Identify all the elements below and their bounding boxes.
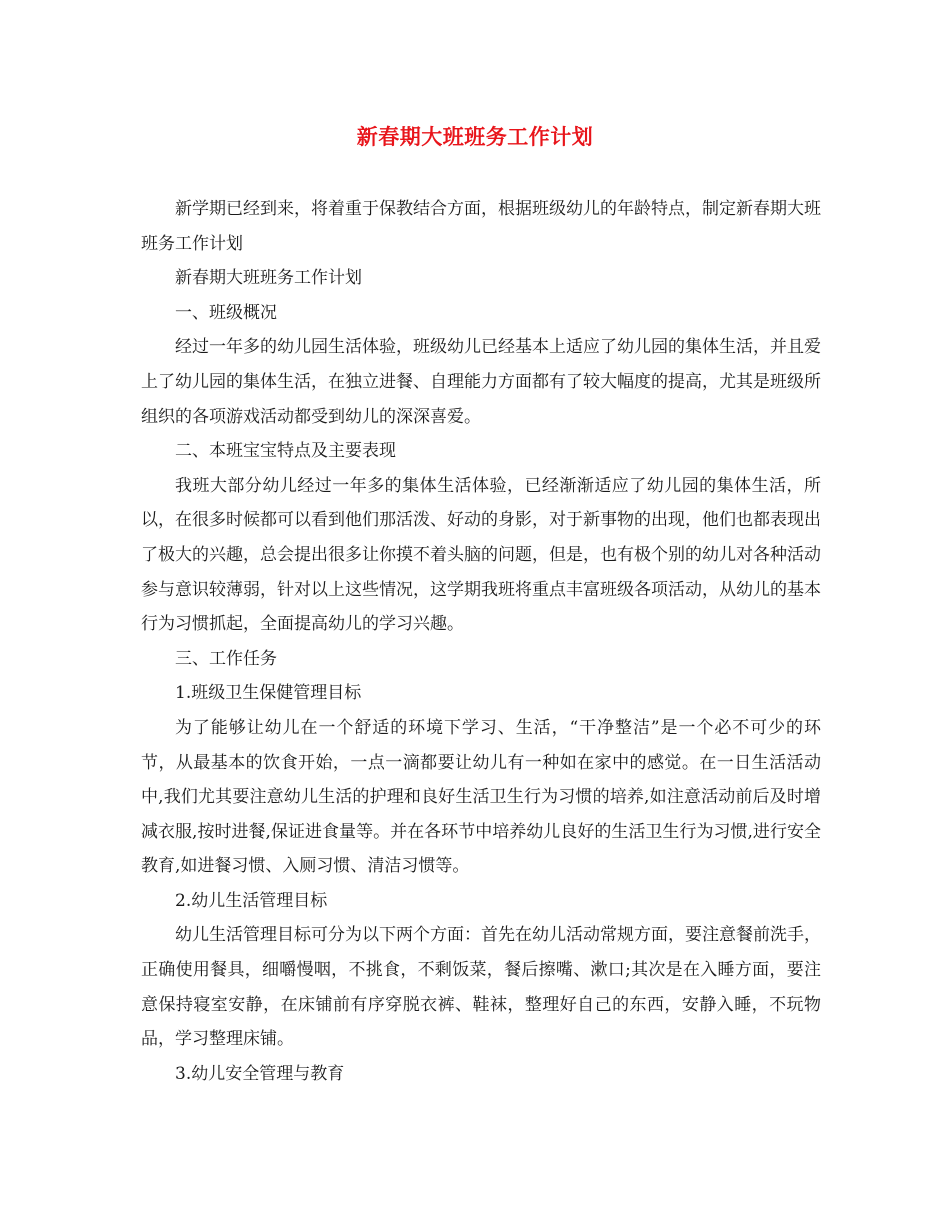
heading-class-overview: 一、班级概况 [175,302,277,323]
heading-class-features: 二、本班宝宝特点及主要表现 [175,441,396,462]
heading-health-goals: 1.班级卫生保健管理目标 [175,683,362,704]
paragraph-class-features: 我班大部分幼儿经过一年多的集体生活体验，已经渐渐适应了幼儿园的集体生活，所以，在很多时候都可以看到他们那活泼、好动的身影，对于新事物的出现，他们也都表现出了极大的兴趣，总会提出很多让你摸不着头脑的问题，但是，也有极个别的幼儿对各种活动参与意识较薄弱，针对以上这些情况，这学期我班将重点丰富班级各项活动，从幼儿的基本行为习惯抓起，全面提高幼儿的学习兴趣。 [141,475,821,635]
paragraph-life-goals: 幼儿生活管理目标可分为以下两个方面：首先在幼儿活动常规方面，要注意餐前洗手，正确使用餐具，细嚼慢咽，不挑食，不剩饭菜，餐后擦嘴、漱口;其次是在入睡方面，要注意保持寝室安静，在床铺前有序穿脱衣裤、鞋袜，整理好自己的东西，安静入睡，不玩物品，学习整理床铺。 [141,925,821,1050]
paragraph-intro: 新学期已经到来，将着重于保教结合方面，根据班级幼儿的年龄特点，制定新春期大班班务工作计划 [141,199,821,254]
document-body [141,192,821,1091]
document-title: 新春期大班班务工作计划 [356,124,594,149]
heading-work-tasks: 三、工作任务 [175,648,277,669]
paragraph-subtitle: 新春期大班班务工作计划 [175,268,362,289]
heading-safety: 3.幼儿安全管理与教育 [175,1063,345,1084]
paragraph-health-goals: 为了能够让幼儿在一个舒适的环境下学习、生活，“干净整洁”是一个必不可少的环节，从最基本的饮食开始，一点一滴都要让幼儿有一种如在家中的感觉。在一日生活活动中,我们尤其要注意幼儿生活的护理和良好生活卫生行为习惯的培养,如注意活动前后及时增减衣服,按时进餐,保证进食量等。并在各环节中培养幼儿良好的生活卫生行为习惯,进行安全教育,如进餐习惯、入厕习惯、清洁习惯等。 [141,717,821,877]
paragraph-class-overview: 经过一年多的幼儿园生活体验，班级幼儿已经基本上适应了幼儿园的集体生活，并且爱上了幼儿园的集体生活，在独立进餐、自理能力方面都有了较大幅度的提高，尤其是班级所组织的各项游戏活动都受到幼儿的深深喜爱。 [141,337,821,427]
heading-life-goals: 2.幼儿生活管理目标 [175,890,328,911]
